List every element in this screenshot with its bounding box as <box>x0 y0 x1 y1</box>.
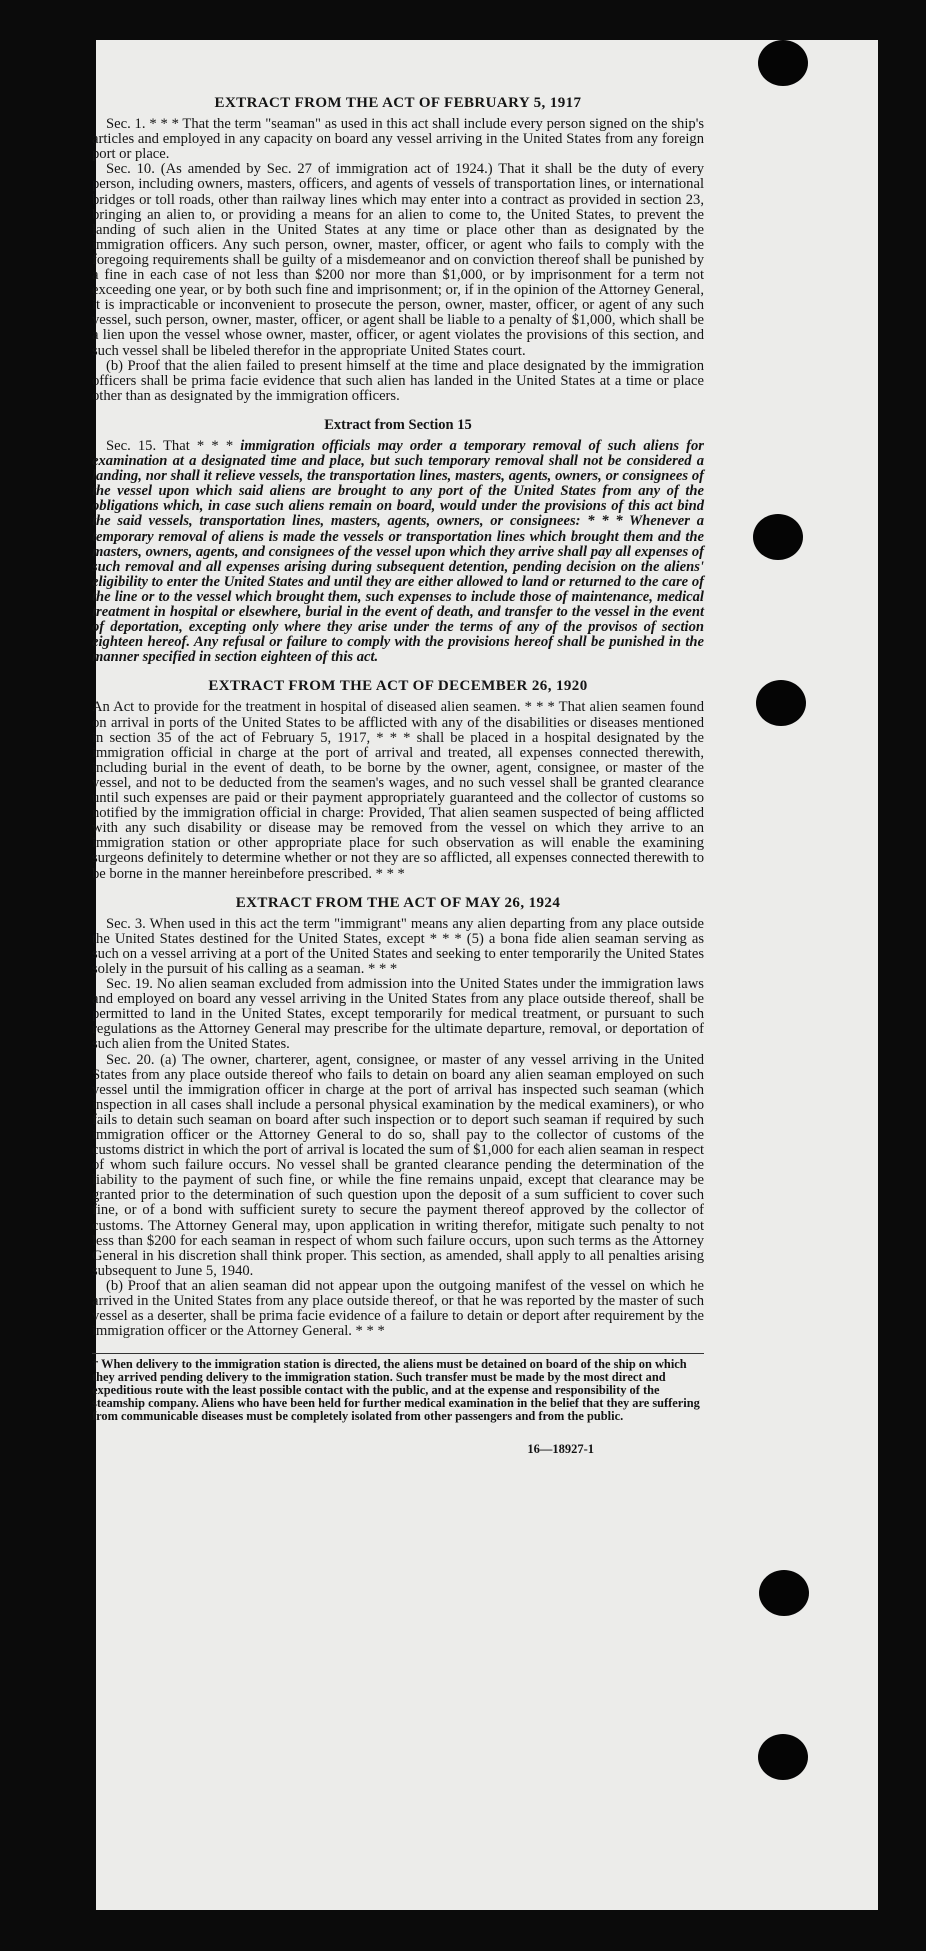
paragraph-sec-10: Sec. 10. (As amended by Sec. 27 of immigration act of 1924.) That it shall be the duty of every person, including owners, masters, officers, and agents of vessels of transportation lines, or international bridges or toll roads, other than railway lines which may enter into a contract as provided in section 23, bringing an alien to, or providing a means for an alien to come to, the United States, to prevent the landing of such alien in the United States at any time or place other than as designated by the immigration officers. Any such person, owner, master, officer, or agent who fails to comply with the foregoing requirements shall be guilty of a misdemeanor and on conviction thereof shall be punished by a fine in each case of not less than $200 nor more than $1,000, or by imprisonment for a term not exceeding one year, or by both such fine and imprisonment; or, if in the opinion of the Attorney General, it is impracticable or inconvenient to prosecute the person, owner, master, officer, or agent of any such vessel, such person, owner, master, officer, or agent shall be liable to a penalty of $1,000, which shall be a lien upon the vessel whose owner, master, officer, or agent violates the provisions of this section, and such vessel shall be libeled therefor in the appropriate United States court. <box>92 161 704 359</box>
paragraph-sec-1: Sec. 1. * * * That the term "seaman" as used in this act shall include every person signed on the ship's articles and employed in any capacity on board any vessel arriving in the United States from any foreign port or place. <box>92 116 704 163</box>
form-code: 16—18927-1 <box>527 1442 594 1457</box>
paragraph-sec-20b: (b) Proof that an alien seaman did not appear upon the outgoing manifest of the vessel on which he arrived in the United States from any place outside thereof, or that he was reported by the master of such vessel as a deserter, shall be prima facie evidence of a failure to detain or deport after requirement by the immigration officer or the Attorney General. * * * <box>92 1277 704 1340</box>
section-may-1924 <box>92 896 704 1340</box>
paragraph-sec-20a: Sec. 20. (a) The owner, charterer, agent, consignee, or master of any vessel arriving in the United States from any place outside thereof who fails to detain on board any alien seaman employed on such vessel until the immigration officer in charge at the port of arrival has inspected such seaman (which inspection in all cases shall include a personal physical examination by the medical examiners), or who fails to detain such seaman on board after such inspection or to deport such seaman if required by such immigration officer or the Attorney General to do so, shall pay to the collector of customs of the customs district in which the port of arrival is located the sum of $1,000 for each alien seaman in respect of whom such failure occurs. No vessel shall be granted clearance pending the determination of the liability to the payment of such fine, or while the fine remains unpaid, except that clearance may be granted prior to the determination of such question upon the deposit of a sum sufficient to cover such fine, or of a bond with sufficient surety to secure the payment thereof approved by the collector of customs. The Attorney General may, upon application in writing therefor, mitigate such penalty to not less than $200 for each seaman in respect of whom such failure occurs, upon such terms as the Attorney General in his discretion shall think proper. This section, as amended, shall apply to all penalties arising subsequent to June 5, 1940. <box>92 1051 704 1279</box>
punch-hole-5 <box>758 1734 808 1780</box>
paragraph-act-1920: An Act to provide for the treatment in hospital of diseased alien seamen. * * * That alien seamen found on arrival in ports of the United States to be afflicted with any of the disabilities or diseases mentioned in section 35 of the act of February 5, 1917, * * * shall be placed in a hospital designated by the immigration official in charge at the port of arrival and treated, all expenses connected therewith, including burial in the event of death, to be borne by the owner, agent, consignee, or master of the vessel, and not to be deducted from the seamen's wages, and no such vessel shall be granted clearance until such expenses are paid or their payment appropriately guaranteed and the collector of customs so notified by the immigration official in charge: Provided, That alien seamen suspected of being afflicted with any such disability or disease may be removed from the vessel on which they arrive to an immigration station or other appropriate place for such observation as will enable the examining surgeons definitely to determine whether or not they are so afflicted, all expenses connected therewith to be borne in the manner hereinbefore prescribed. * * * <box>92 699 704 882</box>
heading-act-may-1924: EXTRACT FROM THE ACT OF MAY 26, 1924 <box>235 894 561 911</box>
punch-hole-top <box>758 40 808 86</box>
sec-15-lead: Sec. 15. That * * * <box>106 437 241 454</box>
document-body <box>92 96 704 1457</box>
paragraph-sec-10b: (b) Proof that the alien failed to present himself at the time and place designated by the immigration officers shall be prima facie evidence that such alien has landed in the United States at a time or place other than as designated by the immigration officers. <box>92 357 704 404</box>
punch-hole-3 <box>756 680 806 726</box>
section-15 <box>92 418 704 666</box>
subheading-section-15: Extract from Section 15 <box>324 416 472 433</box>
heading-act-feb-1917: EXTRACT FROM THE ACT OF FEBRUARY 5, 1917 <box>214 95 582 111</box>
paragraph-sec-15 <box>92 439 704 665</box>
sec-15-italic-text: immigration officials may order a temporary removal of such aliens for examination at a designated time and place, but such temporary removal shall not be considered a landing, nor shall it relieve vessels, the transportation lines, masters, agents, owners, or consignees of the vessel upon which said aliens are brought to any port of the United States from any of the obligations which, in case such aliens remain on board, would under the provisions of this act bind the said vessels, transportation lines, masters, agents, owners, or consignees: * * * Whenever a temporary removal of aliens is made the vessels or transportation lines which brought them and the masters, owners, agents, and consignees of the vessel upon which they arrive shall pay all expenses of such removal and all expenses arising during subsequent detention, pending decision on the aliens' eligibility to enter the United States and until they are either allowed to land or returned to the care of the line or to the vessel which brought them, such expenses to include those of maintenance, medical treatment in hospital or elsewhere, burial in the event of death, and transfer to the vessel in the event of deportation, excepting only where they arise under the terms of any of the provisos of section eighteen hereof. Any refusal or failure to comply with the provisions hereof shall be punished in the manner specified in section eighteen of this act. <box>92 437 704 666</box>
section-dec-1920 <box>92 679 704 881</box>
punch-hole-2 <box>753 514 803 560</box>
heading-act-dec-1920: EXTRACT FROM THE ACT OF DECEMBER 26, 1920 <box>208 678 588 695</box>
paragraph-sec-3: Sec. 3. When used in this act the term "immigrant" means any alien departing from any place outside the United States destined for the United States, except * * * (5) a bona fide alien seaman serving as such on a vessel arriving at a port of the United States and seeking to enter temporarily the United States solely in the pursuit of his calling as a seaman. * * * <box>92 915 704 977</box>
footnote: † When delivery to the immigration station is directed, the aliens must be detained on board of the ship on which they arrived pending delivery to the immigration station. Such transfer must be made by the most direct and expeditious route with the least possible contact with the public, and at the expense and responsibility of the steamship company. Aliens who have been held for further medical examination in the belief that they are suffering from communicable diseases must be completely isolated from other passengers and from the public. <box>92 1353 704 1422</box>
paragraph-sec-19: Sec. 19. No alien seaman excluded from admission into the United States under the immigration laws and employed on board any vessel arriving in the United States from any place outside thereof, shall be permitted to land in the United States, except temporarily for medical treatment, or pursuant to such regulations as the Attorney General may prescribe for the ultimate departure, removal, or deportation of such alien from the United States. <box>92 976 704 1053</box>
punch-hole-4 <box>759 1570 809 1616</box>
section-feb-1917 <box>92 96 704 404</box>
